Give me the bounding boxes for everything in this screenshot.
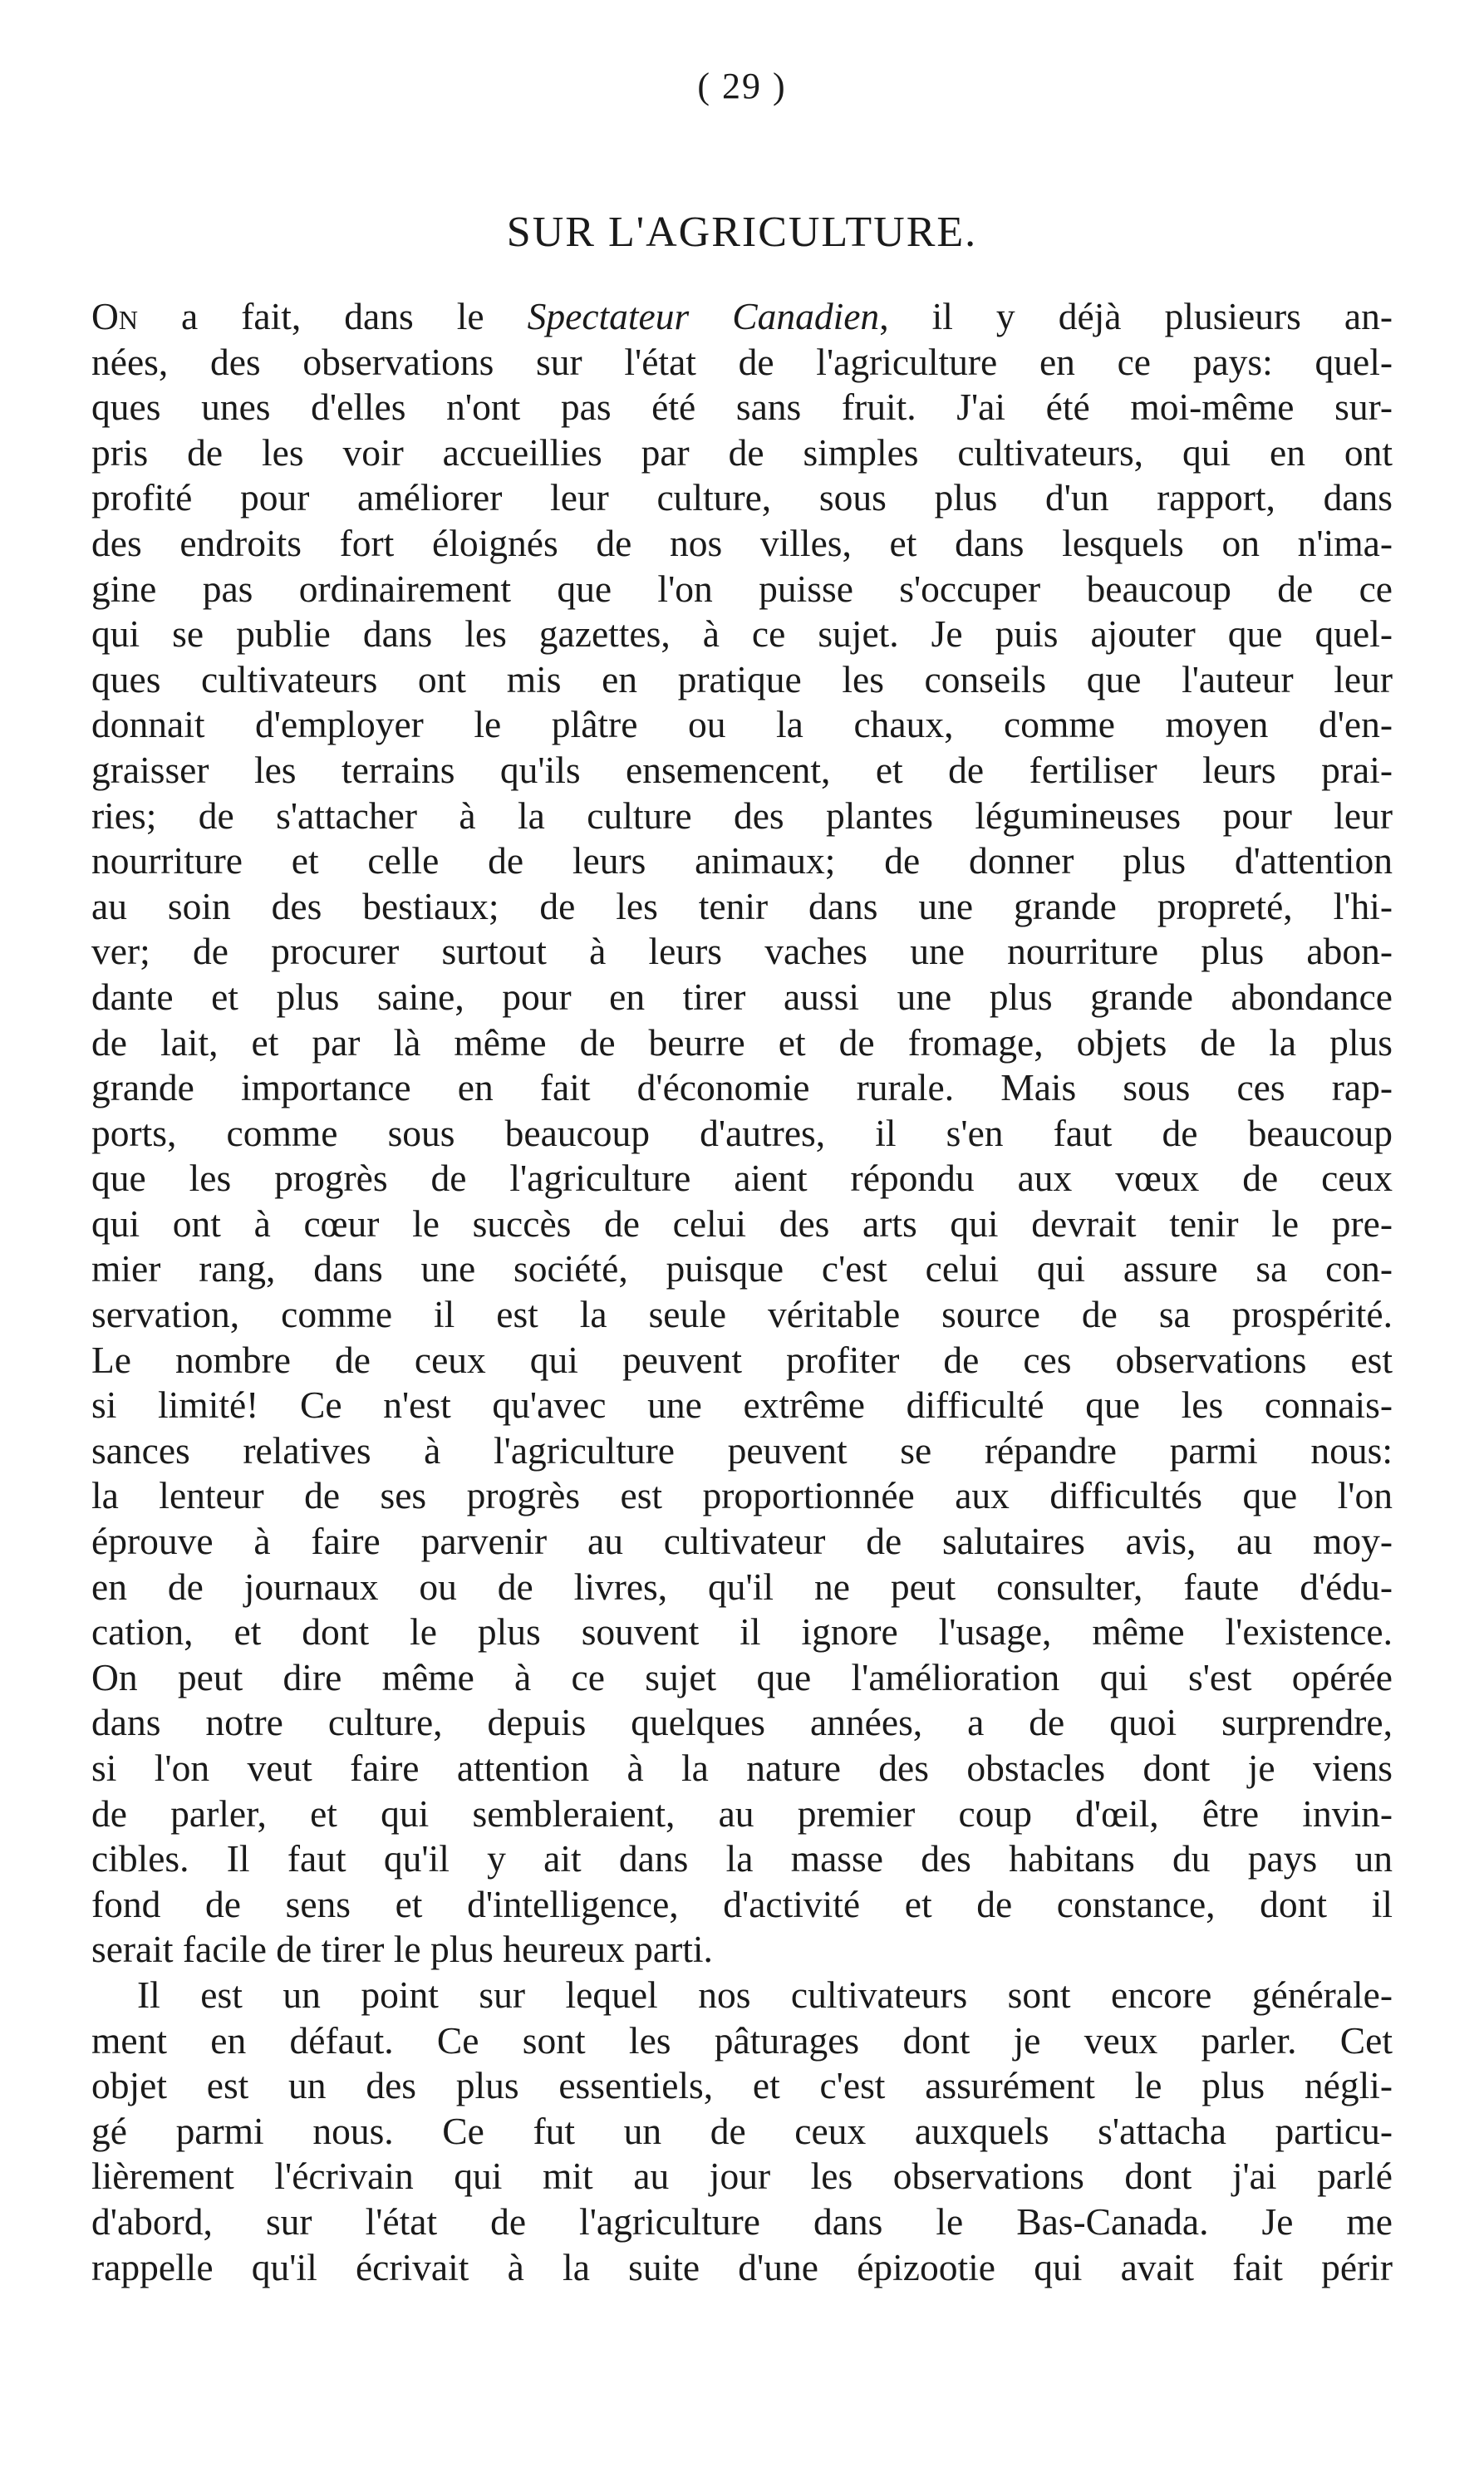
paragraph-2-first-line: Il est un point sur lequel nos cultivateurs sont encore générale-	[137, 1973, 1393, 2016]
text-line: Le nombre de ceux qui peuvent profiter de ces observations est	[91, 1338, 1393, 1381]
text-line: rappelle qu'il écrivait à la suite d'une épizootie qui avait fait périr	[91, 2245, 1393, 2288]
text-line: ver; de procurer surtout à leurs vaches une nourriture plus abon-	[91, 930, 1393, 973]
text-line: au soin des bestiaux; de les tenir dans une grande propreté, l'hi-	[91, 884, 1393, 927]
text-line: gé parmi nous. Ce fut un de ceux auxquels s'attacha particu-	[91, 2109, 1393, 2152]
text-line: ques unes d'elles n'ont pas été sans fruit. J'ai été moi-même sur-	[91, 386, 1393, 429]
text-line: graisser les terrains qu'ils ensemencent, et de fertiliser leurs prai-	[91, 748, 1393, 791]
text-line: fond de sens et d'intelligence, d'activité et de constance, dont il	[91, 1882, 1393, 1925]
text-line: que les progrès de l'agriculture aient répondu aux vœux de ceux	[91, 1157, 1393, 1200]
chapter-title: SUR L'AGRICULTURE.	[506, 209, 978, 256]
page-number: ( 29 )	[697, 66, 787, 106]
paragraph-1-last-line: serait facile de tirer le plus heureux parti.	[91, 1928, 713, 1971]
text-line: pris de les voir accueillies par de simples cultivateurs, qui en ont	[91, 430, 1393, 474]
text-line: grande importance en fait d'économie rurale. Mais sous ces rap-	[91, 1066, 1393, 1109]
text-line: ment en défaut. Ce sont les pâturages dont je veux parler. Cet	[91, 2018, 1393, 2062]
body-text	[91, 294, 1393, 2290]
text-line: mier rang, dans une société, puisque c'est celui qui assure sa con-	[91, 1247, 1393, 1290]
text-line: ques cultivateurs ont mis en pratique les conseils que l'auteur leur	[91, 657, 1393, 700]
text-line: d'abord, sur l'état de l'agriculture dans le Bas-Canada. Je me	[91, 2199, 1393, 2243]
text-line: objet est un des plus essentiels, et c'est assurément le plus négli-	[91, 2064, 1393, 2107]
text-line: gine pas ordinairement que l'on puisse s'occuper beaucoup de ce	[91, 567, 1393, 610]
text-line: des endroits fort éloignés de nos villes, et dans lesquels on n'ima-	[91, 521, 1393, 564]
text-line: ports, comme sous beaucoup d'autres, il s'en faut de beaucoup	[91, 1111, 1393, 1154]
text-line: profité pour améliorer leur culture, sous plus d'un rapport, dans	[91, 476, 1393, 519]
text-line: nourriture et celle de leurs animaux; de donner plus d'attention	[91, 839, 1393, 882]
text-line: cibles. Il faut qu'il y ait dans la masse des habitans du pays un	[91, 1837, 1393, 1880]
line-text: a fait, dans le	[137, 295, 528, 337]
text-line: dante et plus saine, pour en tirer aussi une plus grande abondance	[91, 975, 1393, 1018]
text-line: nées, des observations sur l'état de l'agriculture en ce pays: quel-	[91, 340, 1393, 383]
line-text: , il y déjà plusieurs an-	[879, 295, 1393, 337]
text-line: si limité! Ce n'est qu'avec une extrême difficulté que les connais-	[91, 1384, 1393, 1427]
text-line: servation, comme il est la seule véritable source de sa prospérité.	[91, 1293, 1393, 1336]
text-line: qui se publie dans les gazettes, à ce sujet. Je puis ajouter que quel-	[91, 612, 1393, 656]
drop-word: On	[91, 295, 138, 337]
text-line: donnait d'employer le plâtre ou la chaux, comme moyen d'en-	[91, 703, 1393, 746]
text-line: lièrement l'écrivain qui mit au jour les observations dont j'ai parlé	[91, 2155, 1393, 2198]
text-line: cation, et dont le plus souvent il ignore l'usage, même l'existence.	[91, 1610, 1393, 1654]
periodical-title: Spectateur Canadien	[527, 295, 880, 337]
text-line: sances relatives à l'agriculture peuvent se répandre parmi nous:	[91, 1428, 1393, 1472]
text-line: On peut dire même à ce sujet que l'amélioration qui s'est opérée	[91, 1655, 1393, 1698]
paragraph-1-first-line	[91, 294, 1393, 340]
text-line: ries; de s'attacher à la culture des plantes légumineuses pour leur	[91, 794, 1393, 837]
text-line: éprouve à faire parvenir au cultivateur de salutaires avis, au moy-	[91, 1520, 1393, 1563]
text-line: la lenteur de ses progrès est proportionnée aux difficultés que l'on	[91, 1474, 1393, 1517]
text-line: qui ont à cœur le succès de celui des arts qui devrait tenir le pre-	[91, 1202, 1393, 1245]
text-line: de lait, et par là même de beurre et de fromage, objets de la plus	[91, 1020, 1393, 1064]
text-line: si l'on veut faire attention à la nature des obstacles dont je viens	[91, 1747, 1393, 1789]
text-line: dans notre culture, depuis quelques années, a de quoi surprendre,	[91, 1701, 1393, 1744]
text-line: de parler, et qui sembleraient, au premier coup d'œil, être invin-	[91, 1792, 1393, 1835]
text-line: en de journaux ou de livres, qu'il ne peut consulter, faute d'édu-	[91, 1565, 1393, 1608]
